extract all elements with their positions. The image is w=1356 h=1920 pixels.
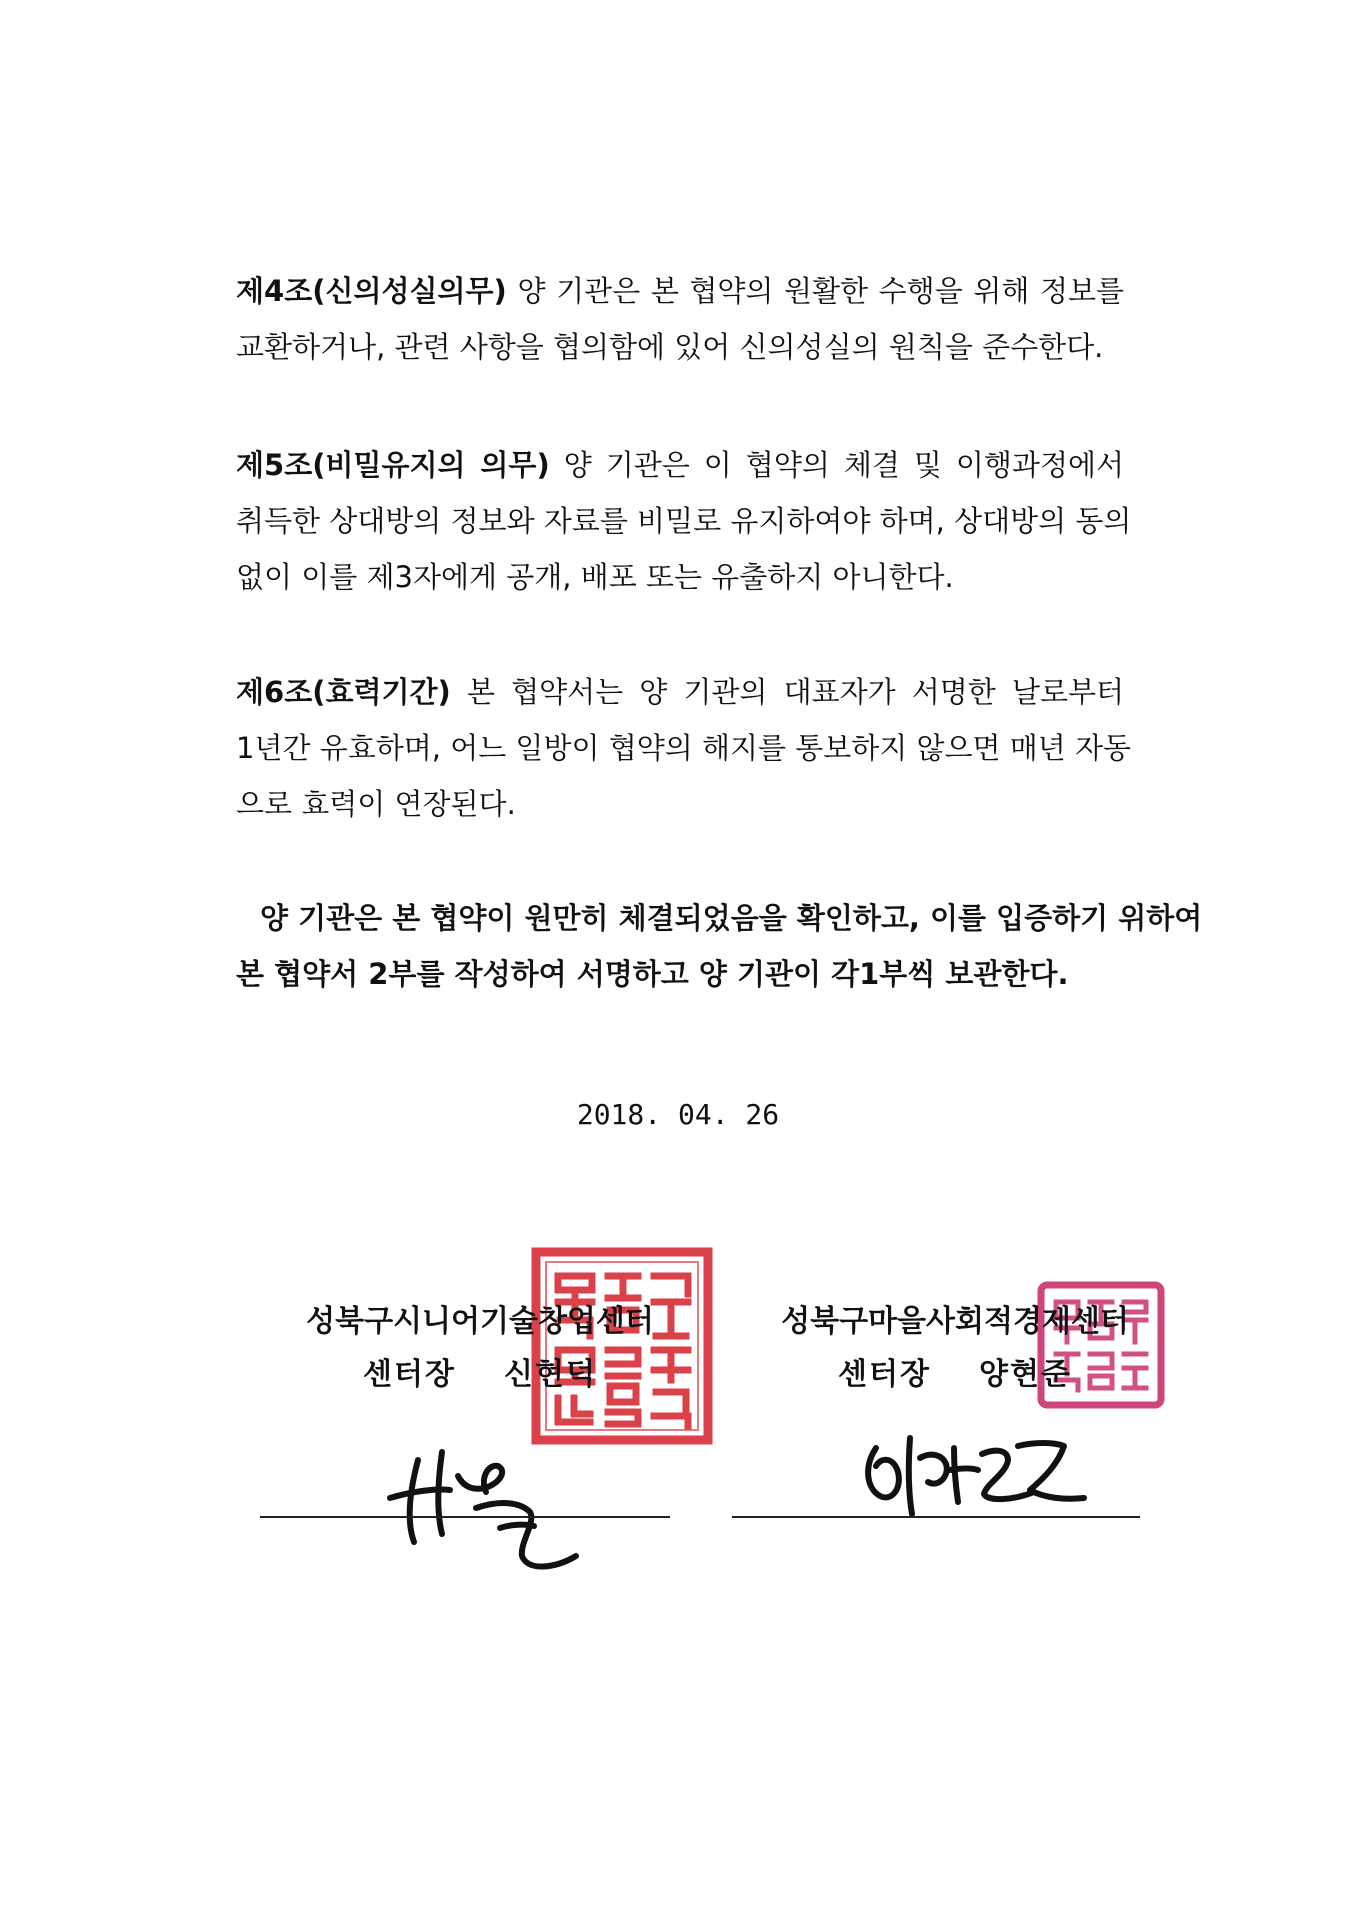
closing-line-2: 본 협약서 2부를 작성하여 서명하고 양 기관이 각1부씩 보관한다. <box>236 957 1069 991</box>
article-5 <box>236 437 1132 605</box>
party-left-name: 신현덕 <box>504 1357 597 1392</box>
party-right <box>745 1296 1165 1402</box>
article-6-heading: 제6조(효력기간) <box>236 675 451 709</box>
party-right-rep <box>745 1348 1165 1402</box>
article-4-line-1 <box>236 263 1124 319</box>
article-6-text-2: 1년간 유효하며, 어느 일방이 협약의 해지를 통보하지 않으면 매년 자동 <box>236 731 1132 765</box>
closing-statement <box>236 890 1203 1002</box>
article-5-heading: 제5조(비밀유지의 의무) <box>236 448 550 482</box>
signing-date: 2018. 04. 26 <box>576 1098 780 1131</box>
article-4-text-1: 양 기관은 본 협약의 원활한 수행을 위해 정보를 <box>517 274 1125 308</box>
left-signature <box>380 1430 600 1580</box>
closing-line-1: 양 기관은 본 협약이 원만히 체결되었음을 확인하고, 이를 입증하기 위하여 <box>260 901 1203 935</box>
right-signature-line <box>732 1516 1140 1518</box>
party-left-title: 센터장 <box>363 1357 456 1392</box>
article-6-text-3: 으로 효력이 연장된다. <box>236 787 516 821</box>
article-5-text-3: 없이 이를 제3자에게 공개, 배포 또는 유출하지 아니한다. <box>236 560 954 594</box>
article-5-text-2: 취득한 상대방의 정보와 자료를 비밀로 유지하여야 하며, 상대방의 동의 <box>236 504 1132 538</box>
article-5-text-1: 양 기관은 이 협약의 체결 및 이행과정에서 <box>563 448 1124 482</box>
article-6-line-1 <box>236 664 1124 720</box>
party-left-rep <box>270 1348 690 1402</box>
right-signature <box>858 1418 1090 1528</box>
article-6 <box>236 664 1132 832</box>
party-left-org: 성북구시니어기술창업센터 <box>306 1304 654 1339</box>
party-left <box>270 1296 690 1402</box>
left-signature-line <box>260 1516 670 1518</box>
article-4 <box>236 263 1124 375</box>
party-right-org: 성북구마을사회적경제센터 <box>781 1304 1129 1339</box>
party-right-title: 센터장 <box>838 1357 931 1392</box>
article-6-text-1: 본 협약서는 양 기관의 대표자가 서명한 날로부터 <box>466 675 1125 709</box>
party-right-name: 양현준 <box>979 1357 1072 1392</box>
article-5-line-1 <box>236 437 1124 493</box>
article-4-text-2: 교환하거나, 관련 사항을 협의함에 있어 신의성실의 원칙을 준수한다. <box>236 330 1104 364</box>
article-4-heading: 제4조(신의성실의무) <box>236 274 507 308</box>
